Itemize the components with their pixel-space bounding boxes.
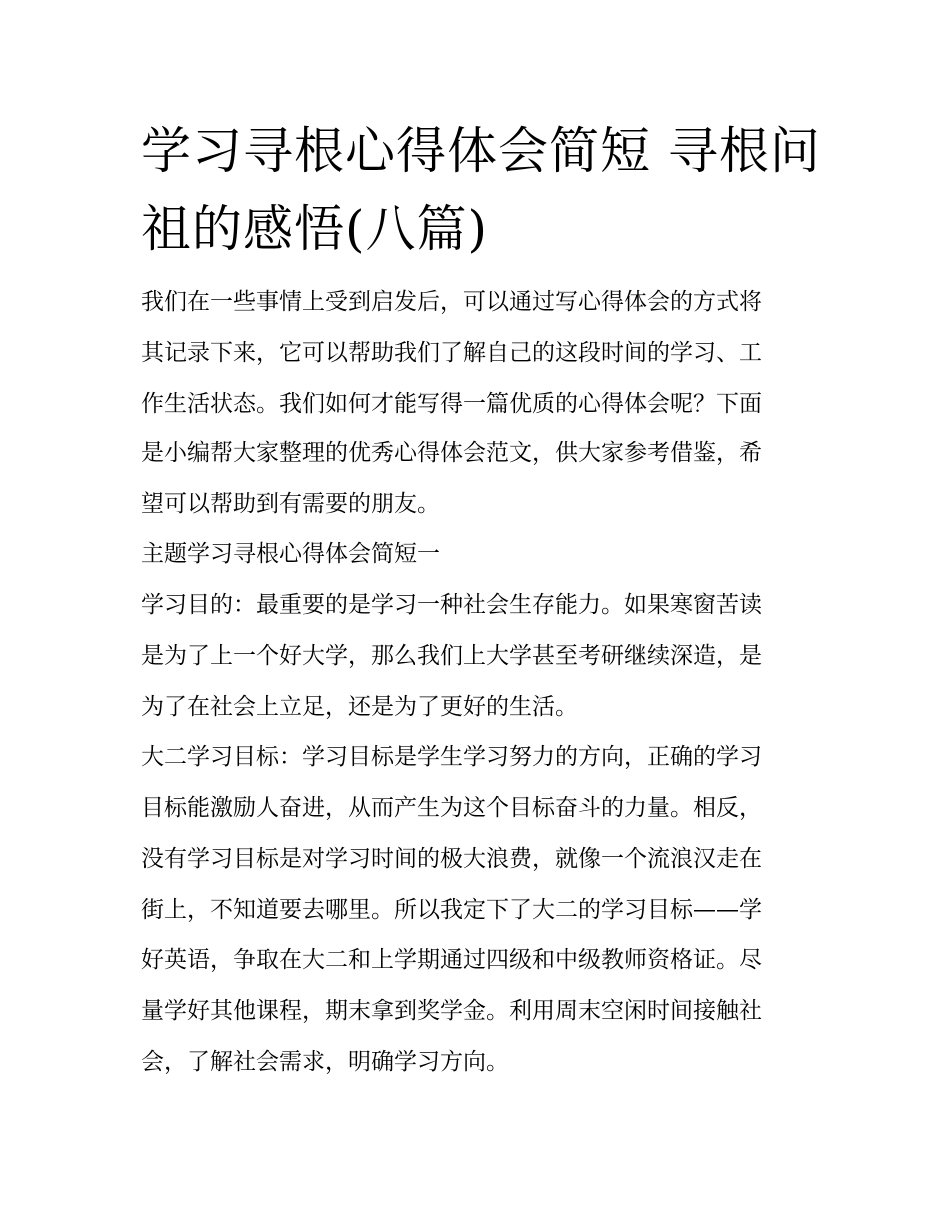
body-line: 我们在一些事情上受到启发后，可以通过写心得体会的方式将 (141, 289, 762, 315)
body-line: 会，了解社会需求，明确学习方向。 (141, 1049, 509, 1075)
body-line: 目标能激励人奋进，从而产生为这个目标奋斗的力量。相反， (141, 795, 762, 821)
body-line: 没有学习目标是对学习时间的极大浪费，就像一个流浪汉走在 (141, 846, 762, 872)
body-line: 学习目的：最重要的是学习一种社会生存能力。如果寒窗苦读 (141, 592, 762, 618)
body-line: 好英语，争取在大二和上学期通过四级和中级教师资格证。尽 (141, 947, 762, 973)
body-line: 街上，不知道要去哪里。所以我定下了大二的学习目标——学 (141, 897, 762, 923)
body-line: 量学好其他课程，期末拿到奖学金。利用周末空闲时间接触社 (141, 998, 762, 1024)
body-line: 大二学习目标：学习目标是学生学习努力的方向，正确的学习 (141, 744, 762, 770)
body-line: 为了在社会上立足，还是为了更好的生活。 (141, 694, 578, 720)
body-line: 作生活状态。我们如何才能写得一篇优质的心得体会呢？下面 (141, 391, 762, 417)
title-line-1: 学习寻根心得体会简短 寻根问 (141, 122, 821, 180)
body-line: 其记录下来，它可以帮助我们了解自己的这段时间的学习、工 (141, 340, 762, 366)
section-heading: 主题学习寻根心得体会简短一 (141, 541, 440, 567)
body-line: 是小编帮大家整理的优秀心得体会范文，供大家参考借鉴，希 (141, 440, 762, 466)
title-line-2: 祖的感悟(八篇) (141, 200, 489, 258)
body-line: 望可以帮助到有需要的朋友。 (141, 491, 440, 517)
body-line: 是为了上一个好大学，那么我们上大学甚至考研继续深造，是 (141, 643, 762, 669)
document-title (141, 112, 821, 268)
